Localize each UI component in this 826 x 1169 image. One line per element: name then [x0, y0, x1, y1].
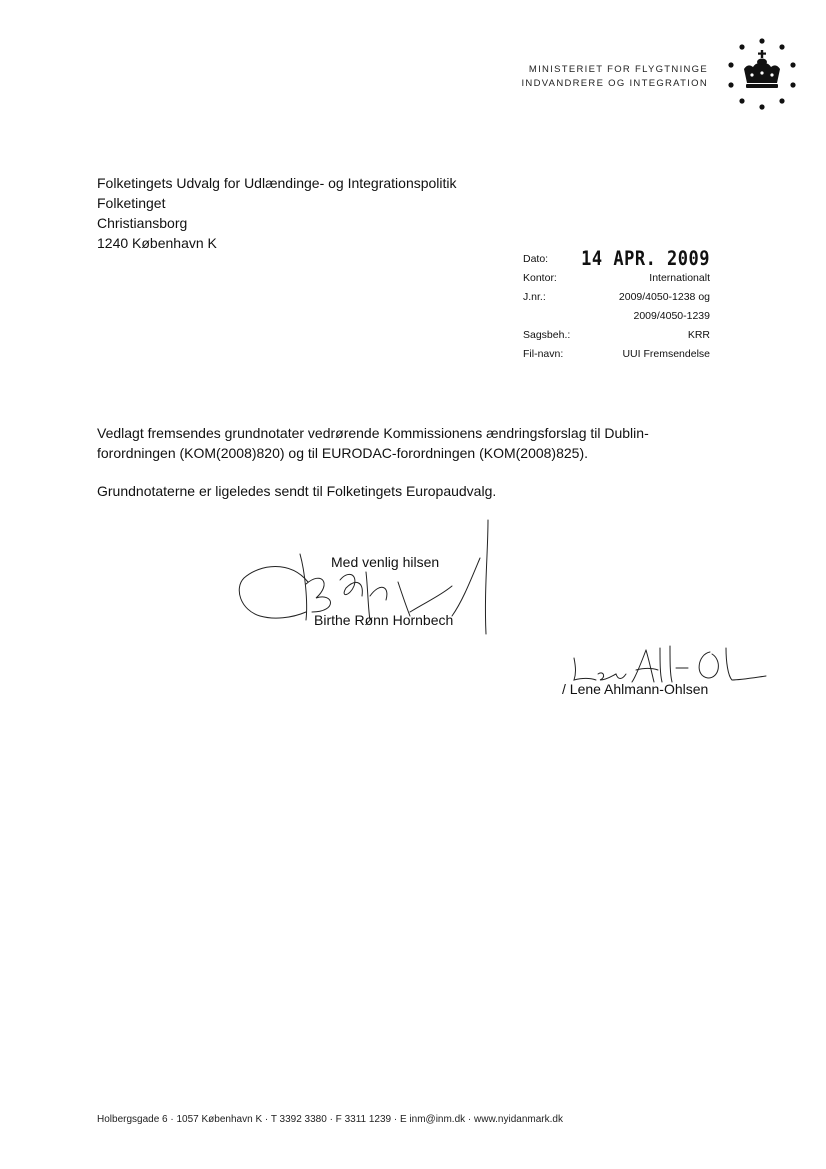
recipient-line: 1240 København K: [97, 235, 217, 251]
office-value: Internationalt: [649, 271, 710, 284]
body-paragraph: Vedlagt fremsendes grundnotater vedrørende Kommissionens ændringsforslag til Dublin-forordningen (KOM(2008)820) og til EURODAC-forordningen (KOM(2008)825).: [97, 425, 649, 461]
meta-row-jnr: [523, 287, 710, 306]
letter-metadata: [523, 249, 710, 363]
ministry-name: [521, 63, 708, 91]
recipient-line: Folketingets Udvalg for Udlændinge- og Integrationspolitik: [97, 175, 457, 191]
jnr-value: 2009/4050-1238 og: [618, 290, 710, 303]
filename-label: Fil-navn:: [523, 347, 564, 360]
signer-name-2: / Lene Ahlmann-Ohlsen: [562, 681, 709, 697]
recipient-line: Folketinget: [97, 195, 166, 211]
crown-emblem-icon: [724, 36, 800, 112]
meta-row-jnr-cont: [523, 306, 710, 325]
meta-row-date: [523, 249, 710, 268]
filename-value: UUI Fremsendelse: [622, 347, 710, 360]
recipient-address: [97, 173, 457, 253]
ministry-name-line1: MINISTERIET FOR FLYGTNINGE: [528, 64, 708, 75]
meta-row-case-officer: [523, 325, 710, 344]
body-paragraph: Grundnotaterne er ligeledes sendt til Folketingets Europaudvalg.: [97, 483, 497, 499]
date-stamp: 14 APR. 2009: [581, 247, 710, 270]
meta-row-filename: [523, 344, 710, 363]
date-label: Dato:: [523, 252, 549, 265]
meta-row-office: [523, 268, 710, 287]
jnr-value-cont: 2009/4050-1239: [633, 309, 710, 322]
case-officer-value: KRR: [687, 328, 710, 341]
jnr-label: J.nr.:: [523, 290, 546, 303]
closing-greeting: Med venlig hilsen: [331, 554, 440, 570]
ministry-name-line2: INDVANDRERE OG INTEGRATION: [521, 78, 708, 89]
footer-address: Holbergsgade 6 · 1057 København K · T 3392 3380 · F 3311 1239 · E inm@inm.dk · www.nyidanmark.dk: [97, 1114, 563, 1125]
office-label: Kontor:: [523, 271, 557, 284]
case-officer-label: Sagsbeh.:: [523, 328, 571, 341]
signer-name-1: Birthe Rønn Hornbech: [314, 612, 454, 628]
letter-body: [97, 423, 697, 519]
recipient-line: Christiansborg: [97, 215, 188, 231]
